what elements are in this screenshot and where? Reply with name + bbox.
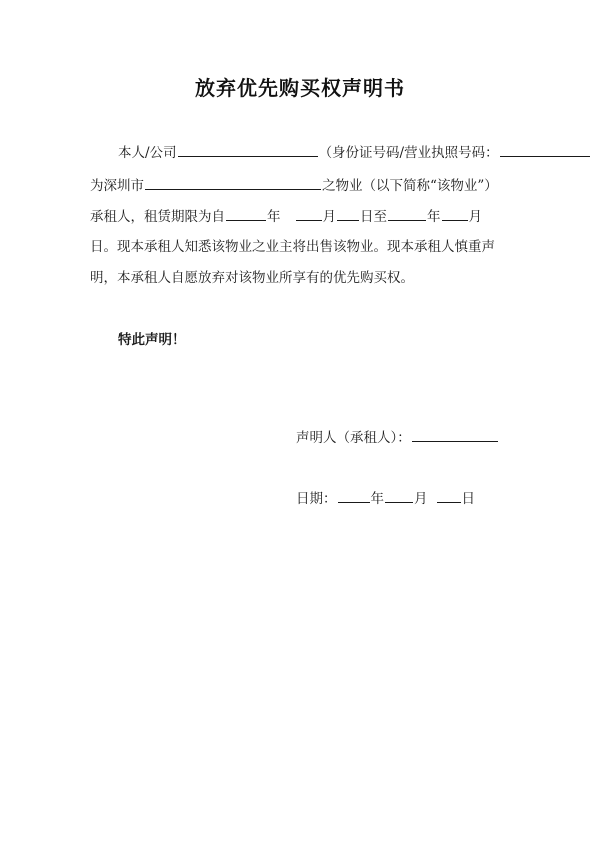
end-month-blank[interactable]	[442, 207, 468, 221]
end-year-blank[interactable]	[388, 207, 426, 221]
declarant-line	[296, 428, 499, 447]
date-month-label: 月	[414, 491, 428, 507]
document-title: 放弃优先购买权声明书	[195, 76, 405, 100]
party-label: 本人/公司	[118, 145, 177, 161]
date-label: 日期：	[296, 491, 337, 507]
start-month-blank[interactable]	[296, 207, 322, 221]
id-number-blank[interactable]	[500, 143, 590, 157]
date-line	[296, 489, 475, 508]
party-name-blank[interactable]	[178, 143, 318, 157]
id-number-label: （身份证号码/营业执照号码：	[318, 145, 499, 161]
closing-statement: 特此声明！	[118, 332, 186, 348]
statement-line-1	[118, 143, 590, 162]
date-month-blank[interactable]	[385, 489, 413, 503]
end-year-label: 年	[427, 209, 441, 225]
start-day-label: 日至	[360, 209, 387, 225]
start-year-label: 年	[267, 209, 281, 225]
start-month-label: 月	[322, 209, 336, 225]
statement-line-3	[90, 207, 482, 226]
property-alias-text: 之物业（以下简称“该物业”）	[322, 178, 498, 194]
date-year-label: 年	[370, 491, 384, 507]
date-day-label: 日	[461, 491, 475, 507]
statement-line-4: 日。现本承租人知悉该物业之业主将出售该物业。现本承租人慎重声	[90, 239, 495, 255]
statement-line-2	[90, 176, 498, 195]
start-year-blank[interactable]	[226, 207, 266, 221]
declarant-signature-blank[interactable]	[412, 428, 498, 442]
date-year-blank[interactable]	[338, 489, 370, 503]
declarant-label: 声明人（承租人）：	[296, 430, 411, 446]
date-day-blank[interactable]	[437, 489, 461, 503]
end-month-label: 月	[468, 209, 482, 225]
property-address-blank[interactable]	[145, 176, 321, 190]
statement-line-5: 明，本承租人自愿放弃对该物业所享有的优先购买权。	[90, 270, 414, 286]
start-day-blank[interactable]	[337, 207, 359, 221]
city-label: 为深圳市	[90, 178, 144, 194]
lease-term-label: 承租人，租赁期限为自	[90, 209, 225, 225]
